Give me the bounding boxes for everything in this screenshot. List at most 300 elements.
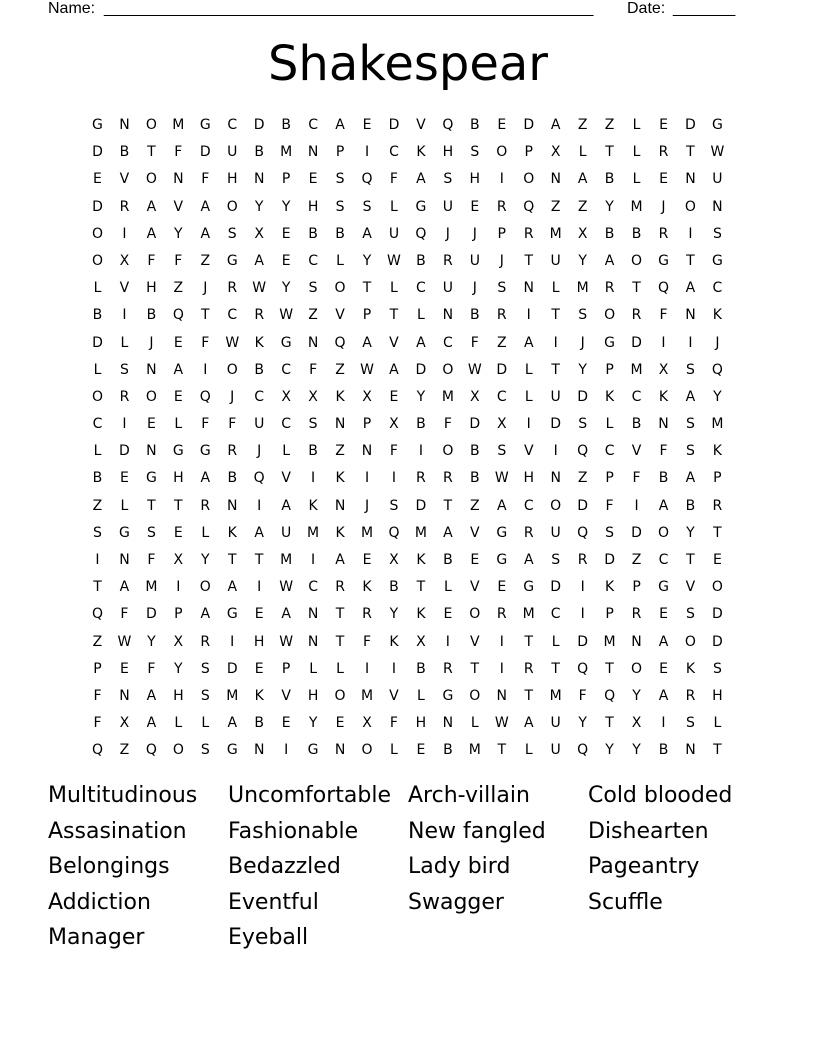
grid-letter: J	[715, 334, 720, 351]
grid-letter: S	[200, 687, 210, 704]
grid-letter: A	[685, 470, 696, 487]
grid-letter: R	[577, 552, 588, 568]
grid-letter: V	[416, 117, 426, 133]
grid-letter: T	[551, 307, 560, 324]
grid-letter: Y	[605, 742, 614, 759]
grid-letter: V	[470, 579, 480, 596]
grid-letter: B	[443, 552, 453, 568]
grid-letter: T	[605, 660, 614, 677]
word-list-item: Lady bird	[408, 854, 511, 879]
grid-row	[84, 656, 732, 683]
grid-letter: U	[227, 144, 238, 161]
grid-letter: B	[658, 742, 669, 759]
grid-letter: U	[550, 524, 561, 541]
grid-letter: K	[335, 470, 345, 487]
word-list-item: Uncomfortable	[228, 783, 392, 808]
grid-letter: W	[710, 144, 725, 161]
grid-letter: T	[362, 280, 372, 297]
grid-letter: I	[230, 633, 235, 650]
grid-letter: H	[173, 470, 184, 487]
grid-letter: E	[281, 252, 291, 269]
grid-letter: P	[605, 361, 614, 378]
grid-letter: X	[254, 225, 264, 242]
grid-letter: O	[442, 361, 454, 378]
grid-letter: G	[496, 524, 508, 541]
grid-letter: H	[712, 687, 723, 704]
grid-letter: A	[577, 171, 588, 188]
letter-grid	[84, 112, 732, 765]
grid-letter: I	[122, 225, 127, 242]
grid-letter: W	[117, 633, 132, 650]
grid-row	[84, 601, 732, 628]
grid-letter: Y	[713, 388, 722, 405]
grid-letter: D	[604, 552, 615, 568]
grid-letter: T	[686, 252, 695, 269]
grid-row	[84, 710, 732, 737]
grid-letter: B	[416, 252, 426, 269]
grid-letter: Y	[605, 198, 614, 215]
grid-letter: S	[308, 416, 318, 433]
grid-letter: O	[145, 171, 157, 188]
grid-letter: T	[335, 633, 345, 650]
grid-letter: B	[389, 579, 399, 596]
grid-letter: A	[335, 117, 345, 133]
grid-letter: Z	[577, 470, 588, 487]
grid-letter: O	[334, 280, 346, 297]
grid-letter: N	[685, 742, 696, 759]
grid-letter: A	[200, 606, 211, 623]
grid-letter: I	[95, 552, 100, 568]
grid-letter: A	[362, 334, 372, 351]
grid-row	[84, 737, 732, 764]
grid-letter: N	[119, 687, 130, 704]
grid-letter: I	[526, 416, 531, 433]
word-list	[48, 778, 788, 956]
grid-letter: D	[226, 660, 238, 677]
grid-letter: B	[443, 742, 453, 759]
grid-letter: I	[391, 470, 397, 487]
grid-letter: F	[443, 416, 452, 433]
grid-letter: T	[147, 497, 156, 514]
grid-letter: D	[415, 497, 427, 514]
grid-letter: Y	[578, 715, 587, 732]
grid-letter: Y	[281, 198, 291, 215]
grid-row	[84, 574, 732, 601]
grid-letter: I	[445, 633, 450, 650]
grid-letter: P	[497, 225, 506, 242]
grid-letter: I	[257, 579, 262, 596]
grid-letter: N	[550, 171, 561, 188]
grid-letter: L	[632, 144, 641, 161]
grid-letter: B	[254, 144, 264, 161]
grid-letter: S	[335, 171, 345, 188]
grid-letter: L	[282, 443, 291, 460]
grid-letter: Z	[335, 443, 345, 460]
grid-letter: M	[549, 687, 562, 704]
grid-letter: O	[711, 579, 723, 596]
grid-letter: C	[496, 388, 507, 405]
word-list-item: Assasination	[48, 818, 187, 844]
grid-letter: E	[254, 660, 264, 677]
grid-letter: C	[389, 144, 399, 161]
grid-letter: H	[307, 687, 319, 704]
grid-letter: C	[442, 334, 453, 351]
grid-row	[84, 248, 732, 275]
grid-letter: X	[308, 388, 318, 405]
grid-letter: A	[685, 280, 696, 297]
grid-letter: R	[335, 579, 345, 596]
grid-letter: C	[281, 416, 292, 433]
grid-letter: N	[361, 443, 373, 460]
grid-letter: K	[308, 497, 318, 514]
grid-letter: R	[523, 524, 534, 541]
grid-letter: Z	[604, 117, 615, 133]
grid-row	[84, 384, 732, 411]
grid-letter: O	[442, 443, 454, 460]
page-title: Shakespear	[267, 36, 549, 92]
grid-letter: J	[445, 225, 450, 242]
grid-letter: D	[496, 361, 508, 378]
grid-letter: F	[201, 171, 210, 188]
grid-letter: X	[496, 416, 507, 433]
grid-letter: S	[578, 307, 588, 324]
grid-letter: F	[389, 171, 398, 188]
grid-letter: M	[630, 361, 643, 378]
grid-letter: T	[605, 715, 614, 732]
grid-letter: M	[711, 416, 724, 433]
grid-letter: Y	[147, 633, 156, 650]
grid-letter: B	[119, 144, 130, 161]
grid-letter: E	[659, 660, 668, 677]
grid-letter: O	[91, 252, 103, 269]
grid-letter: T	[470, 660, 480, 677]
grid-letter: R	[443, 470, 453, 487]
grid-letter: K	[335, 524, 345, 541]
grid-letter: Z	[119, 742, 130, 759]
grid-letter: L	[524, 361, 533, 378]
grid-letter: O	[684, 633, 696, 650]
grid-letter: H	[415, 715, 427, 732]
grid-letter: H	[523, 470, 534, 487]
grid-letter: N	[685, 171, 696, 188]
grid-letter: S	[578, 416, 588, 433]
grid-letter: M	[468, 742, 481, 759]
grid-letter: S	[605, 524, 615, 541]
grid-letter: Z	[631, 552, 642, 568]
grid-letter: E	[93, 171, 102, 188]
grid-letter: S	[686, 361, 695, 378]
grid-letter: Q	[172, 307, 184, 324]
grid-letter: J	[472, 225, 477, 242]
grid-letter: N	[227, 497, 238, 514]
grid-letter: T	[254, 552, 264, 568]
grid-letter: W	[494, 470, 509, 487]
grid-letter: N	[307, 144, 319, 161]
grid-letter: X	[119, 252, 130, 269]
grid-letter: O	[334, 687, 346, 704]
grid-letter: P	[362, 416, 372, 433]
grid-letter: F	[147, 552, 156, 568]
grid-letter: L	[605, 416, 614, 433]
grid-letter: R	[658, 225, 669, 242]
grid-letter: A	[146, 687, 157, 704]
grid-letter: O	[172, 742, 184, 759]
grid-letter: N	[307, 606, 319, 623]
grid-letter: Y	[362, 252, 372, 269]
grid-letter: Z	[173, 280, 184, 297]
grid-letter: L	[93, 280, 102, 297]
grid-letter: A	[227, 715, 238, 732]
grid-letter: T	[632, 280, 641, 297]
grid-letter: C	[227, 307, 238, 324]
grid-letter: D	[577, 633, 589, 650]
word-list-item: Arch-villain	[408, 783, 530, 808]
grid-letter: M	[360, 687, 374, 704]
grid-letter: I	[122, 416, 127, 433]
grid-letter: A	[443, 524, 453, 541]
grid-letter: U	[550, 715, 561, 732]
grid-letter: L	[443, 579, 452, 596]
grid-letter: D	[199, 144, 211, 161]
grid-letter: L	[524, 742, 533, 759]
grid-letter: C	[416, 280, 426, 297]
grid-letter: S	[686, 606, 695, 623]
grid-letter: B	[308, 443, 318, 460]
grid-row	[84, 194, 732, 221]
grid-letter: A	[146, 198, 157, 215]
grid-letter: R	[119, 198, 130, 215]
grid-letter: I	[553, 334, 558, 351]
grid-letter: K	[712, 307, 722, 324]
grid-letter: G	[92, 117, 103, 133]
grid-letter: C	[281, 361, 292, 378]
grid-letter: L	[390, 280, 398, 297]
grid-letter: W	[252, 280, 267, 297]
grid-letter: D	[631, 524, 642, 541]
grid-letter: I	[499, 660, 504, 677]
grid-row	[84, 139, 732, 166]
grid-letter: X	[658, 361, 669, 378]
grid-letter: G	[226, 742, 238, 759]
grid-letter: Q	[442, 117, 454, 133]
grid-letter: C	[712, 280, 723, 297]
grid-letter: F	[93, 687, 102, 704]
grid-letter: S	[443, 171, 453, 188]
grid-letter: R	[200, 633, 211, 650]
grid-letter: F	[201, 334, 210, 351]
grid-letter: C	[308, 117, 318, 133]
grid-letter: X	[550, 144, 561, 161]
grid-letter: E	[712, 552, 722, 568]
grid-letter: R	[119, 388, 130, 405]
grid-letter: J	[203, 280, 208, 297]
grid-letter: G	[119, 524, 130, 541]
grid-letter: I	[311, 470, 316, 487]
grid-letter: M	[360, 524, 374, 541]
grid-letter: Z	[335, 361, 345, 378]
grid-letter: I	[364, 144, 370, 161]
grid-letter: N	[523, 280, 534, 297]
grid-letter: C	[604, 443, 615, 460]
grid-letter: I	[364, 470, 370, 487]
grid-letter: N	[119, 552, 130, 568]
grid-letter: D	[523, 117, 535, 133]
grid-letter: B	[470, 307, 480, 324]
word-list-item: Dishearten	[588, 818, 709, 844]
date-label: Date:	[627, 0, 666, 17]
grid-letter: L	[201, 524, 210, 541]
grid-letter: O	[91, 388, 103, 405]
grid-letter: R	[712, 497, 723, 514]
grid-letter: R	[443, 660, 453, 677]
grid-letter: N	[550, 470, 561, 487]
grid-letter: B	[416, 660, 426, 677]
grid-letter: D	[92, 198, 103, 215]
grid-letter: H	[307, 198, 319, 215]
grid-letter: R	[604, 280, 615, 297]
grid-letter: D	[550, 579, 562, 596]
grid-letter: L	[417, 687, 425, 704]
grid-letter: G	[658, 579, 669, 596]
word-list-item: Eyeball	[228, 925, 309, 950]
grid-letter: Z	[470, 497, 480, 514]
grid-letter: E	[659, 171, 668, 188]
grid-letter: L	[93, 361, 102, 378]
grid-letter: L	[336, 660, 344, 677]
grid-letter: S	[335, 198, 345, 215]
grid-letter: Z	[92, 497, 103, 514]
grid-letter: A	[658, 687, 669, 704]
grid-letter: A	[416, 334, 426, 351]
grid-letter: M	[145, 579, 158, 596]
grid-letter: A	[658, 497, 669, 514]
grid-letter: N	[146, 361, 157, 378]
grid-letter: I	[580, 579, 585, 596]
grid-letter: K	[254, 687, 264, 704]
grid-letter: E	[120, 470, 129, 487]
grid-letter: Y	[686, 524, 695, 541]
grid-letter: F	[147, 660, 156, 677]
grid-letter: F	[93, 715, 102, 732]
grid-letter: B	[470, 117, 480, 133]
grid-letter: K	[416, 144, 426, 161]
grid-letter: K	[335, 388, 345, 405]
grid-letter: C	[227, 117, 238, 133]
grid-letter: D	[119, 443, 130, 460]
grid-letter: Q	[253, 470, 265, 487]
grid-letter: V	[470, 633, 480, 650]
grid-letter: T	[551, 660, 560, 677]
grid-letter: F	[470, 334, 479, 351]
grid-letter: I	[661, 715, 666, 732]
grid-letter: O	[199, 579, 211, 596]
grid-letter: Q	[577, 524, 589, 541]
grid-letter: Y	[416, 388, 426, 405]
grid-letter: L	[578, 144, 587, 161]
grid-letter: V	[389, 687, 399, 704]
grid-letter: N	[496, 687, 508, 704]
grid-letter: S	[712, 660, 722, 677]
grid-row	[84, 302, 732, 329]
grid-letter: G	[415, 198, 427, 215]
word-list-item: Swagger	[408, 889, 504, 915]
grid-letter: A	[389, 361, 399, 378]
word-list-item: New fangled	[408, 818, 546, 844]
grid-letter: V	[173, 198, 184, 215]
grid-letter: P	[93, 660, 102, 677]
grid-letter: S	[146, 524, 156, 541]
word-list-item: Bedazzled	[228, 854, 341, 879]
grid-letter: E	[308, 171, 318, 188]
grid-letter: H	[226, 171, 238, 188]
grid-letter: G	[280, 334, 292, 351]
grid-letter: Q	[361, 171, 373, 188]
grid-letter: K	[604, 579, 615, 596]
grid-letter: Y	[578, 361, 587, 378]
grid-letter: L	[201, 715, 210, 732]
grid-letter: M	[280, 552, 293, 568]
grid-letter: I	[418, 443, 423, 460]
grid-row	[84, 221, 732, 248]
grid-letter: R	[631, 307, 642, 324]
grid-letter: N	[253, 742, 265, 759]
grid-letter: N	[334, 742, 346, 759]
grid-letter: N	[307, 633, 319, 650]
grid-letter: J	[472, 280, 477, 297]
grid-letter: S	[362, 198, 372, 215]
grid-row	[84, 493, 732, 520]
grid-letter: L	[120, 334, 129, 351]
grid-letter: V	[523, 443, 534, 460]
grid-letter: I	[257, 497, 262, 514]
grid-letter: T	[686, 552, 695, 568]
grid-letter: V	[389, 334, 399, 351]
grid-letter: A	[604, 252, 615, 269]
grid-letter: Z	[200, 252, 211, 269]
grid-letter: G	[199, 443, 211, 460]
grid-letter: R	[227, 280, 238, 297]
grid-row	[84, 465, 732, 492]
header	[48, 0, 748, 20]
grid-letter: V	[281, 470, 291, 487]
grid-letter: K	[712, 443, 722, 460]
grid-letter: I	[391, 660, 397, 677]
grid-letter: H	[146, 280, 157, 297]
grid-letter: W	[279, 307, 294, 324]
grid-letter: P	[605, 470, 614, 487]
grid-letter: D	[469, 416, 481, 433]
grid-letter: K	[658, 388, 669, 405]
grid-row	[84, 683, 732, 710]
grid-letter: M	[576, 280, 589, 297]
grid-letter: F	[228, 416, 237, 433]
grid-letter: Y	[578, 252, 587, 269]
grid-letter: X	[631, 715, 642, 732]
grid-letter: I	[284, 742, 289, 759]
grid-letter: C	[308, 579, 318, 596]
grid-letter: O	[631, 252, 643, 269]
grid-letter: T	[524, 252, 533, 269]
grid-letter: L	[551, 633, 560, 650]
grid-letter: Q	[657, 280, 669, 297]
grid-letter: L	[336, 252, 344, 269]
grid-letter: S	[200, 660, 210, 677]
grid-letter: R	[631, 606, 642, 623]
grid-letter: A	[658, 633, 669, 650]
grid-letter: B	[604, 225, 615, 242]
grid-letter: L	[390, 198, 398, 215]
grid-letter: D	[253, 117, 265, 133]
